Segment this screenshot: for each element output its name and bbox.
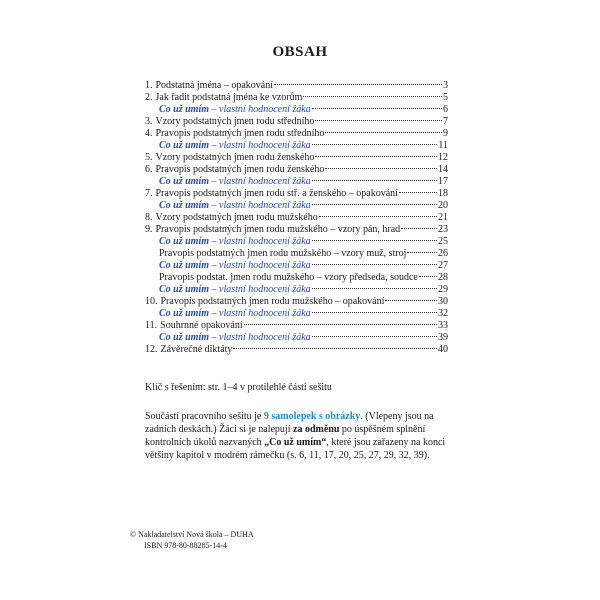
toc-row (145, 260, 448, 272)
toc-title-text: Pravopis podstatných jmen rodu stř. a ženského – opakování (155, 188, 398, 199)
toc-title-text: Pravopis podstatných jmen rodu mužského – vzory pán, hrad (155, 224, 401, 235)
toc-row (145, 344, 448, 356)
toc-page-number: 5 (443, 92, 448, 103)
toc-page-number: 32 (438, 308, 448, 319)
toc-self-check-label: Co už umím (159, 332, 210, 343)
toc-title (145, 140, 311, 152)
note-text-2: . (Vlepeny jsou na zadních deskách.) Žáci si je nalepují (145, 411, 434, 435)
toc-title-text: Podstatná jména – opakování (155, 80, 273, 91)
toc-page-number: 29 (438, 284, 448, 295)
toc-page-number: 39 (438, 332, 448, 343)
note-text-3: po úspěšném splnění kontrolních úkolů nazvaných (145, 424, 426, 448)
toc-page-number: 18 (438, 188, 448, 199)
toc-page-number: 20 (438, 200, 448, 211)
toc-title-text: Pravopis podstatných jmen rodu mužského – opakování (160, 296, 385, 307)
toc-row (145, 284, 448, 296)
toc-leader-dots (312, 312, 437, 313)
toc-row (145, 152, 448, 164)
toc-row (145, 200, 448, 212)
toc-page-number: 17 (438, 176, 448, 187)
toc-number: 7. (145, 188, 153, 199)
toc-row (145, 80, 448, 92)
toc-number: 3. (145, 116, 153, 127)
toc-page-number: 33 (438, 320, 448, 331)
copyright-line: © Nakladatelství Nová škola – DUHA (130, 530, 254, 539)
toc-leader-dots (312, 264, 437, 265)
toc-title (145, 260, 311, 272)
toc-row (145, 188, 448, 200)
toc-page-number: 21 (438, 212, 448, 223)
toc-title (145, 284, 311, 296)
toc-row (145, 272, 448, 284)
sticker-highlight: 9 samolepek s obrázky (263, 411, 361, 422)
toc-leader-dots (407, 252, 437, 253)
toc-page-number: 14 (438, 164, 448, 175)
toc-leader-dots (312, 144, 438, 145)
toc-leader-dots (244, 324, 437, 325)
toc-title (153, 116, 315, 128)
toc-title (157, 320, 243, 332)
quote-emphasis: „Co už umím“ (264, 437, 327, 448)
toc-title-text: Pravopis podstatných jmen rodu mužského – vzory muž, stroj (159, 248, 407, 259)
toc-leader-dots (319, 216, 437, 217)
toc-self-check-text: – vlastní hodnocení žáka (209, 260, 311, 271)
toc-title-text: Závěrečné diktáty (160, 344, 233, 355)
toc-self-check-text: – vlastní hodnocení žáka (209, 200, 311, 211)
isbn-line: ISBN 978-80-88285-14-4 (144, 541, 227, 550)
toc-leader-dots (315, 156, 437, 157)
toc-row (145, 140, 448, 152)
toc-leader-dots (233, 348, 437, 349)
toc-title (153, 188, 398, 200)
toc-page-number: 9 (443, 128, 448, 139)
toc-title (153, 224, 401, 236)
toc-self-check-label: Co už umím (159, 140, 210, 151)
toc-leader-dots (401, 228, 437, 229)
toc-row (145, 332, 448, 344)
toc-title (153, 164, 325, 176)
toc-self-check-text: – vlastní hodnocení žáka (209, 308, 311, 319)
toc-self-check-label: Co už umím (159, 176, 210, 187)
toc-page-number: 27 (438, 260, 448, 271)
toc-leader-dots (385, 300, 437, 301)
toc-row (145, 320, 448, 332)
toc-page-number: 40 (438, 344, 448, 355)
toc-title (158, 296, 385, 308)
note-text-1: Součástí pracovního sešitu je (145, 411, 264, 422)
toc-title-text: Pravopis podstat. jmen rodu mužského – vzory předseda, soudce (159, 272, 418, 283)
toc-leader-dots (312, 240, 437, 241)
toc-title (145, 248, 406, 260)
toc-row (145, 176, 448, 188)
toc-leader-dots (399, 192, 437, 193)
toc-page-number: 3 (443, 80, 448, 91)
toc-leader-dots (312, 204, 437, 205)
toc-title-text: Vzory podstatných jmen rodu středního (155, 116, 315, 127)
toc-title (153, 152, 315, 164)
toc-number: 9. (145, 224, 153, 235)
toc-title (145, 176, 311, 188)
toc-self-check-text: – vlastní hodnocení žáka (209, 140, 311, 151)
toc-row (145, 296, 448, 308)
toc-title (153, 212, 318, 224)
toc-title-text: Jak řadit podstatná jména ke vzorům (155, 92, 303, 103)
toc-number: 2. (145, 92, 153, 103)
toc-page-number: 28 (438, 272, 448, 283)
stickers-note (145, 410, 460, 462)
toc-page-number: 11 (438, 140, 448, 151)
toc-title (153, 92, 303, 104)
toc-number: 11. (145, 320, 158, 331)
toc-self-check-label: Co už umím (159, 260, 210, 271)
toc-title (145, 272, 418, 284)
toc-leader-dots (274, 84, 442, 85)
toc-title (145, 200, 311, 212)
toc-leader-dots (325, 132, 442, 133)
toc-self-check-text: – vlastní hodnocení žáka (209, 104, 311, 115)
toc-page-number: 12 (438, 152, 448, 163)
toc-self-check-text: – vlastní hodnocení žáka (209, 236, 311, 247)
toc-self-check-label: Co už umím (159, 104, 210, 115)
note-text-4: , které jsou zařazeny na konci většiny kapitol v modrém rámečku (s. 6, 11, 17, 20, 25, 27, 29, 32, 39). (145, 437, 446, 461)
toc-leader-dots (303, 96, 442, 97)
toc-row (145, 164, 448, 176)
toc-page-number: 30 (438, 296, 448, 307)
toc-title (145, 104, 311, 116)
toc-leader-dots (312, 288, 437, 289)
toc-number: 12. (145, 344, 158, 355)
toc-self-check-text: – vlastní hodnocení žáka (209, 284, 311, 295)
toc-title-text: Pravopis podstatných jmen rodu středního (155, 128, 325, 139)
toc-title (153, 80, 273, 92)
toc-number: 10. (145, 296, 158, 307)
toc-title (145, 308, 311, 320)
toc-title-text: Pravopis podstatných jmen rodu ženského (155, 164, 325, 175)
toc-number: 8. (145, 212, 153, 223)
toc-leader-dots (325, 168, 437, 169)
toc-leader-dots (312, 336, 437, 337)
toc-number: 1. (145, 80, 153, 91)
toc-row (145, 236, 448, 248)
toc-title (145, 236, 311, 248)
toc-leader-dots (419, 276, 437, 277)
toc-page-number: 7 (443, 116, 448, 127)
toc-leader-dots (312, 108, 442, 109)
toc-page-number: 25 (438, 236, 448, 247)
toc-row (145, 92, 448, 104)
toc-leader-dots (312, 180, 437, 181)
toc-row (145, 128, 448, 140)
toc-self-check-label: Co už umím (159, 284, 210, 295)
toc-title (145, 332, 311, 344)
toc-number: 4. (145, 128, 153, 139)
toc-number: 6. (145, 164, 153, 175)
toc-row (145, 212, 448, 224)
toc-row (145, 116, 448, 128)
answer-key-note: Klíč s řešením: str. 1–4 v protilehlé části sešitu (145, 382, 332, 393)
toc-title (158, 344, 233, 356)
toc-self-check-label: Co už umím (159, 236, 210, 247)
toc-title (153, 128, 325, 140)
toc-page-number: 26 (438, 248, 448, 259)
page-title: OBSAH (272, 44, 328, 60)
toc-self-check-label: Co už umím (159, 200, 210, 211)
toc-leader-dots (315, 120, 442, 121)
toc-title-text: Vzory podstatných jmen rodu mužského (155, 212, 318, 223)
toc-page-number: 23 (438, 224, 448, 235)
reward-emphasis: za odměnu (293, 424, 340, 435)
toc-row (145, 224, 448, 236)
toc-title-text: Vzory podstatných jmen rodu ženského (155, 152, 315, 163)
toc-row (145, 248, 448, 260)
toc-page-number: 6 (443, 104, 448, 115)
toc-self-check-text: – vlastní hodnocení žáka (209, 176, 311, 187)
toc-title-text: Souhrnné opakování (160, 320, 243, 331)
toc-self-check-label: Co už umím (159, 308, 210, 319)
table-of-contents (145, 80, 448, 356)
copyright-block (130, 529, 254, 551)
toc-self-check-text: – vlastní hodnocení žáka (209, 332, 311, 343)
toc-row (145, 104, 448, 116)
toc-row (145, 308, 448, 320)
toc-number: 5. (145, 152, 153, 163)
